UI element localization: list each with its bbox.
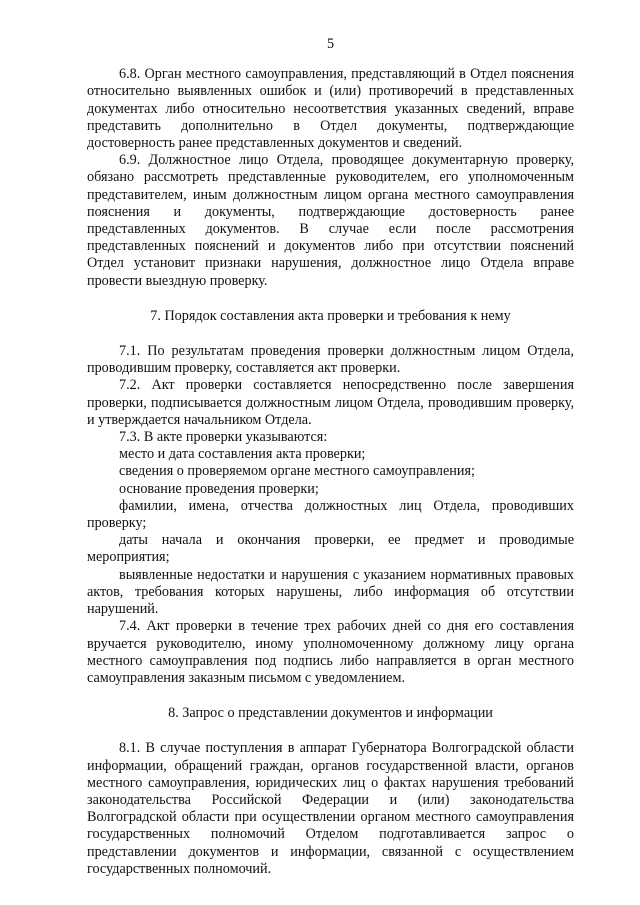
section-heading-8: 8. Запрос о представлении документов и информации xyxy=(168,705,493,722)
list-item-officials: фамилии, имена, отчества должностных лиц Отдела, проводивших проверку; xyxy=(87,497,574,532)
list-item-dates: даты начала и окончания проверки, ее предмет и проводимые мероприятия; xyxy=(87,532,574,566)
list-item-violations: выявленные недостатки и нарушения с указанием нормативных правовых актов, требования которых нарушены, либо информация об отсутствии нарушений. xyxy=(87,566,574,618)
paragraph-7-1: 7.1. По результатам проведения проверки должностным лицом Отдела, проводившим проверку, составляется акт проверки. xyxy=(87,343,574,377)
section-heading-7: 7. Порядок составления акта проверки и требования к нему xyxy=(150,307,511,324)
paragraph-7-4: 7.4. Акт проверки в течение трех рабочих дней со дня его составления вручается руководителю, иному уполномоченному должному лицу органа местного самоуправления под подпись либо направляется в орган местного самоуправления заказным письмом с уведомлением. xyxy=(87,618,574,686)
list-item-place-date: место и дата составления акта проверки; xyxy=(119,446,366,463)
list-item-grounds: основание проведения проверки; xyxy=(119,480,319,497)
page-number: 5 xyxy=(326,36,335,52)
paragraph-7-2: 7.2. Акт проверки составляется непосредственно после завершения проверки, подписывается должностным лицом Отдела, проводившим проверку, и утверждается начальником Отдела. xyxy=(87,377,574,428)
list-item-body-info: сведения о проверяемом органе местного самоуправления; xyxy=(119,463,475,480)
paragraph-8-1: 8.1. В случае поступления в аппарат Губернатора Волгоградской области информации, обращений граждан, органов государственной власти, органов местного самоуправления, юридических лиц о фактах нарушения требований законодательства Российской Федерации и (или) законодательства Волгоградской области при осуществлении органом местного самоуправления государственных полномочий Отделом подготавливается запрос о представлении документов и информации, связанной с осуществлением государственных полномочий. xyxy=(87,740,574,877)
paragraph-7-3: 7.3. В акте проверки указываются: xyxy=(119,429,328,446)
paragraph-6-8: 6.8. Орган местного самоуправления, представляющий в Отдел пояснения относительно выявленных ошибок и (или) противоречий в представленных документах либо относительно несоответствия указанных сведений, вправе представить дополнительно в Отдел документы, подтверждающие достоверность ранее представленных документов и сведений. xyxy=(87,66,574,152)
paragraph-6-9: 6.9. Должностное лицо Отдела, проводящее документарную проверку, обязано рассмотреть представленные руководителем, его уполномоченным представителем, иным должностным лицом органа местного самоуправления пояснения и документы, подтверждающие достоверность ранее представленных документов. В случае если после рассмотрения представленных пояснений и документов либо при отсутствии пояснений Отдел установит признаки нарушения, должностное лицо Отдела вправе провести выездную проверку. xyxy=(87,152,574,289)
